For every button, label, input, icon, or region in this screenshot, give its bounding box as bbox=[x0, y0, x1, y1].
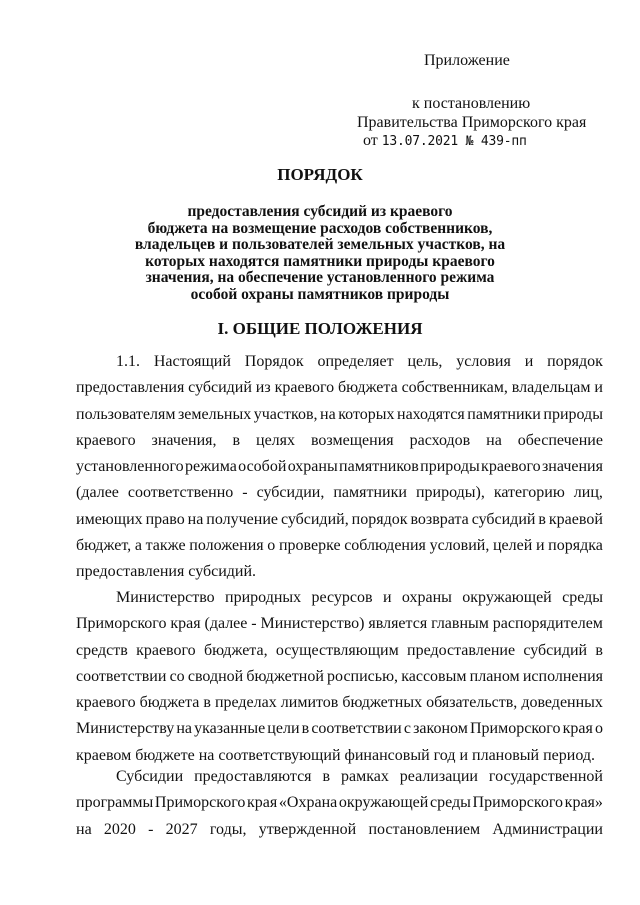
word: (далее bbox=[76, 484, 119, 502]
word: установленного bbox=[76, 458, 184, 476]
word: краевого bbox=[136, 641, 196, 659]
word: края» bbox=[564, 794, 603, 812]
word: целей bbox=[492, 537, 533, 555]
paragraph-line bbox=[76, 402, 603, 428]
word: 2020 bbox=[103, 820, 136, 838]
word: законом bbox=[413, 720, 468, 738]
paragraph-line bbox=[76, 559, 603, 585]
word: в bbox=[301, 720, 310, 738]
appendix-date-number: 13.07.2021 № 439-пп bbox=[381, 134, 527, 149]
word: окружающей bbox=[462, 589, 552, 606]
word: также bbox=[145, 537, 186, 555]
word: Порядок bbox=[244, 353, 304, 370]
paragraph-line bbox=[76, 480, 603, 506]
paragraph-line bbox=[76, 716, 603, 742]
word: собственникам, bbox=[401, 379, 508, 397]
word: бюджета bbox=[338, 379, 398, 397]
word: памятники bbox=[333, 484, 407, 502]
word: на bbox=[176, 720, 193, 738]
word: 1.1. bbox=[116, 353, 140, 370]
subtitle-line: особой охраны памятников природы bbox=[190, 285, 450, 303]
word: края bbox=[170, 615, 201, 633]
word: Приморского bbox=[76, 615, 167, 633]
word: Приморского bbox=[469, 720, 561, 738]
word: на bbox=[486, 431, 502, 449]
word: 2027 bbox=[165, 820, 198, 838]
paragraph-line bbox=[76, 585, 603, 611]
word: проверке bbox=[278, 537, 341, 555]
word: и bbox=[382, 589, 392, 606]
word: из bbox=[255, 379, 271, 397]
word: о bbox=[594, 720, 603, 738]
word: а bbox=[134, 537, 142, 555]
word: Настоящий bbox=[153, 353, 231, 370]
word: в bbox=[538, 510, 546, 528]
section-heading: I. ОБЩИЕ ПОЛОЖЕНИЯ bbox=[217, 319, 423, 338]
word: владельцам bbox=[511, 379, 591, 397]
paragraph-line bbox=[76, 664, 603, 690]
word: имеющих bbox=[76, 510, 143, 528]
paragraph-line bbox=[76, 533, 603, 559]
word: земельных bbox=[177, 405, 252, 423]
word: обязательств, bbox=[426, 694, 518, 712]
word: «Охрана bbox=[278, 794, 338, 812]
word: рамках bbox=[340, 768, 389, 785]
paragraph-line bbox=[76, 817, 603, 843]
word: постановлением bbox=[368, 820, 481, 838]
word: положения bbox=[189, 537, 264, 555]
word: со bbox=[169, 667, 185, 685]
paragraph-line bbox=[76, 428, 603, 454]
word: условия bbox=[456, 353, 511, 370]
word: определяет bbox=[317, 353, 394, 370]
word: субсидий bbox=[188, 379, 252, 397]
word: цель, bbox=[407, 353, 443, 370]
word: Приморского bbox=[472, 794, 564, 812]
word: субсидий bbox=[523, 641, 588, 659]
word: краевом бюджете на соответствующий финансовый год и плановый период. bbox=[76, 746, 596, 764]
word: распорядителем bbox=[492, 615, 603, 633]
word: предоставления bbox=[76, 379, 185, 397]
word: природных bbox=[225, 589, 302, 606]
word: осуществляющим bbox=[275, 641, 399, 659]
word: края bbox=[562, 720, 593, 738]
word: средств bbox=[76, 641, 128, 659]
paragraph-3 bbox=[76, 764, 603, 843]
word: указанные bbox=[194, 720, 266, 738]
word: среды bbox=[430, 794, 471, 812]
word: в bbox=[203, 694, 211, 712]
word: охраны bbox=[287, 458, 338, 476]
word: сводной bbox=[187, 667, 244, 685]
word: природы bbox=[543, 405, 603, 423]
word: Министерство) bbox=[260, 615, 365, 633]
word: которых bbox=[338, 405, 395, 423]
word: государственной bbox=[488, 768, 603, 785]
word: бюджетных bbox=[342, 694, 423, 712]
word: особой bbox=[238, 458, 287, 476]
word: доведенных bbox=[521, 694, 603, 712]
word: соответствии bbox=[76, 667, 167, 685]
word: и bbox=[535, 537, 545, 555]
word: края bbox=[247, 794, 278, 812]
word: субсидий bbox=[471, 510, 536, 528]
word: Министерству bbox=[76, 720, 175, 738]
word: утвержденной bbox=[258, 820, 357, 838]
word: - bbox=[148, 820, 154, 838]
paragraph-line bbox=[76, 454, 603, 480]
word: на bbox=[76, 820, 92, 838]
word: реализации bbox=[399, 768, 478, 785]
subtitle-line: предоставления субсидий из краевого bbox=[187, 203, 453, 220]
paragraph-line bbox=[76, 764, 603, 790]
word: режима bbox=[185, 458, 237, 476]
word: кассовым bbox=[401, 667, 467, 685]
word: краевого bbox=[76, 694, 136, 712]
word: природы), bbox=[415, 484, 485, 502]
word: среды bbox=[562, 589, 603, 606]
word: получение bbox=[206, 510, 278, 528]
word: в bbox=[232, 431, 241, 449]
paragraph-line bbox=[76, 638, 603, 664]
subtitle-line: которых находятся памятники природы краевого bbox=[145, 252, 495, 270]
word: участков, bbox=[253, 405, 318, 423]
paragraph-line bbox=[76, 611, 603, 637]
word: на bbox=[320, 405, 336, 423]
word: и bbox=[524, 353, 534, 370]
appendix-date-prefix: от bbox=[363, 132, 378, 149]
word: краевой bbox=[548, 510, 603, 528]
word: возврата bbox=[410, 510, 469, 528]
word: бюджета bbox=[139, 694, 200, 712]
paragraph-line bbox=[76, 790, 603, 816]
paragraph-line bbox=[76, 375, 603, 401]
word: на bbox=[187, 510, 204, 528]
word: в bbox=[595, 641, 603, 659]
subtitle-line: бюджета на возмещение расходов собственников, bbox=[147, 219, 493, 237]
word: Министерство bbox=[116, 589, 215, 606]
word: росписью, bbox=[327, 667, 399, 685]
document-title: ПОРЯДОК bbox=[277, 165, 363, 184]
word: пределах bbox=[214, 694, 277, 712]
word: субсидии, bbox=[256, 484, 325, 502]
word: обеспечение bbox=[517, 431, 603, 449]
appendix-line-1: к постановлению bbox=[412, 95, 531, 112]
word: право bbox=[145, 510, 185, 528]
word: находятся bbox=[397, 405, 465, 423]
word: соответственно bbox=[127, 484, 234, 502]
paragraph-line bbox=[76, 690, 603, 716]
word: исполнения bbox=[522, 667, 603, 685]
word: бюджет, bbox=[76, 537, 132, 555]
word: планом bbox=[469, 667, 520, 685]
word: бюджета, bbox=[203, 641, 268, 659]
word: Приморского bbox=[154, 794, 246, 812]
word: Субсидии bbox=[116, 768, 184, 785]
word: памятники bbox=[467, 405, 541, 423]
word: краевого bbox=[76, 431, 136, 449]
word: охраны bbox=[401, 589, 452, 606]
word: является bbox=[368, 615, 428, 633]
word: бюджетной bbox=[246, 667, 324, 685]
word: предоставляются bbox=[194, 768, 312, 785]
word: программы bbox=[76, 794, 154, 812]
word: целях bbox=[256, 431, 296, 449]
word: - bbox=[251, 615, 257, 633]
word: лиц, bbox=[573, 484, 603, 502]
subtitle-line: владельцев и пользователей земельных участков, на bbox=[134, 236, 506, 253]
word: (далее bbox=[204, 615, 248, 633]
word: соответствии bbox=[311, 720, 402, 738]
appendix-line-2: Правительства Приморского края bbox=[357, 114, 587, 131]
word: расходов bbox=[409, 431, 471, 449]
word: порядка bbox=[548, 537, 603, 555]
word: порядок bbox=[547, 353, 603, 370]
word: условий, bbox=[429, 537, 490, 555]
word: возмещения bbox=[310, 431, 394, 449]
word: Администрации bbox=[492, 820, 603, 838]
document-subtitle bbox=[130, 204, 510, 303]
paragraph-line bbox=[76, 349, 603, 375]
word: краевого bbox=[274, 379, 335, 397]
word: значения, bbox=[151, 431, 217, 449]
word: субсидий, bbox=[280, 510, 349, 528]
word: годы, bbox=[209, 820, 247, 838]
word: ресурсов bbox=[311, 589, 373, 606]
word: памятников bbox=[339, 458, 419, 476]
word: в bbox=[322, 768, 331, 785]
word: с bbox=[403, 720, 411, 738]
word: о bbox=[267, 537, 276, 555]
word: и bbox=[594, 379, 603, 397]
appendix-line-3 bbox=[363, 132, 527, 150]
word: порядок bbox=[351, 510, 408, 528]
word: краевого bbox=[481, 458, 541, 476]
word: предоставление bbox=[407, 641, 516, 659]
word: природы bbox=[420, 458, 480, 476]
word: главным bbox=[431, 615, 489, 633]
word: предоставления субсидий. bbox=[76, 563, 257, 581]
word: соблюдения bbox=[344, 537, 426, 555]
word: лимитов bbox=[280, 694, 339, 712]
word: пользователям bbox=[76, 405, 176, 423]
word: - bbox=[242, 484, 248, 502]
paragraph-2 bbox=[76, 585, 603, 769]
word: категорию bbox=[493, 484, 565, 502]
paragraph-1 bbox=[76, 349, 603, 586]
appendix-label: Приложение bbox=[424, 52, 510, 69]
word: цели bbox=[267, 720, 300, 738]
subtitle-line: значения, на обеспечение установленного режима bbox=[145, 269, 495, 286]
word: окружающей bbox=[338, 794, 429, 812]
word: значения bbox=[541, 458, 603, 476]
paragraph-line bbox=[76, 507, 603, 533]
